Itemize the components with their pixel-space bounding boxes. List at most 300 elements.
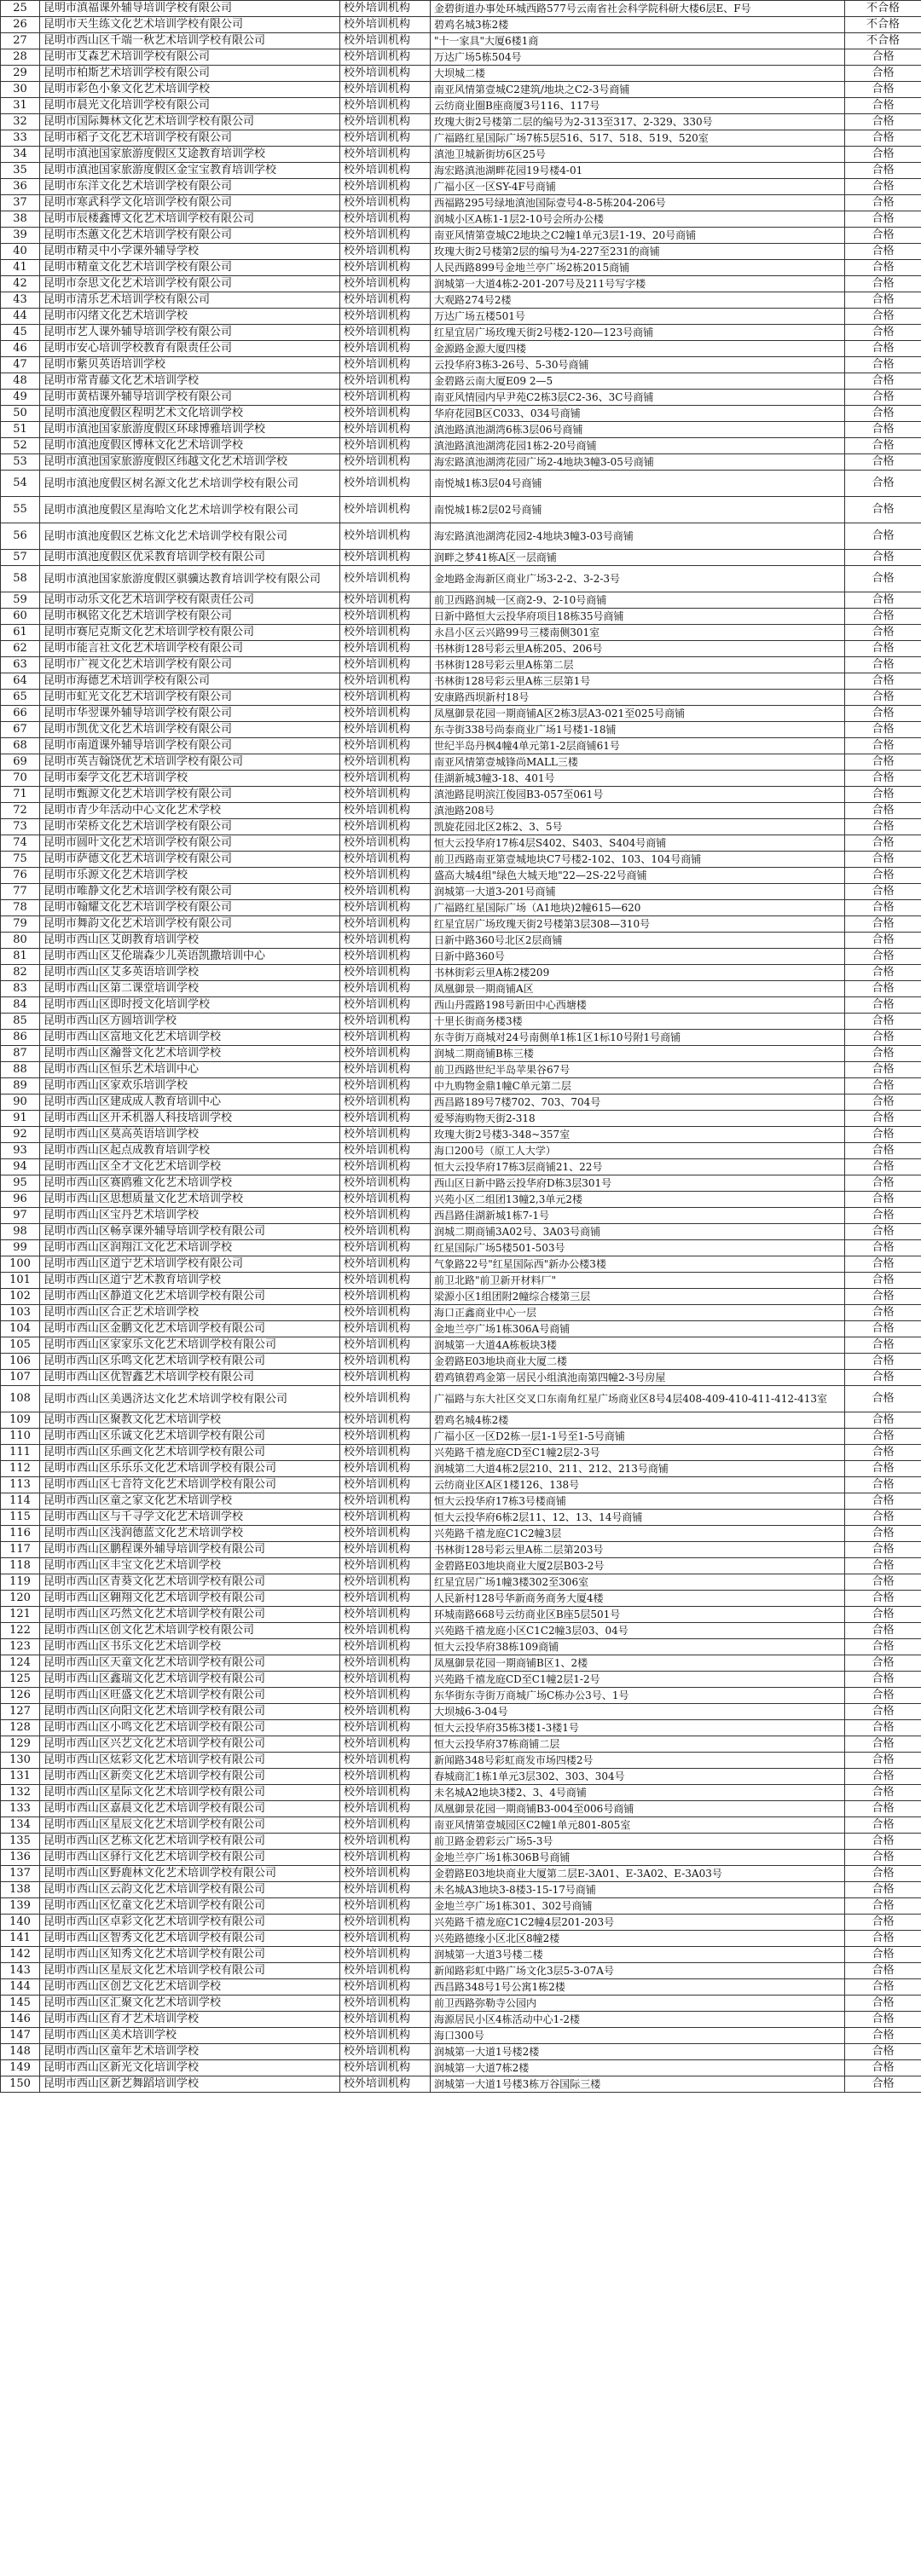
institution-address: 海口200号（原工人大学）: [431, 1143, 845, 1159]
institution-name: 昆明市西山区思想质量文化艺术培训学校: [40, 1192, 340, 1208]
table-row: [1, 1850, 921, 1866]
inspection-result: 合格: [845, 1655, 921, 1672]
row-number: 87: [1, 1046, 40, 1062]
institution-name: 昆明市西山区丰宝文化艺术培训学校: [40, 1558, 340, 1574]
row-number: 91: [1, 1111, 40, 1127]
institution-address: 金碧路云南大厦E09 2—5: [431, 373, 845, 390]
table-row: [1, 82, 921, 98]
row-number: 71: [1, 787, 40, 803]
institution-name: 昆明市荣桥文化艺术培训学校有限公司: [40, 819, 340, 835]
inspection-result: 合格: [845, 706, 921, 722]
institution-address: 海宏路滇池湖湾花园2-4地块3幢3-03号商铺: [431, 523, 845, 550]
table-row: [1, 49, 921, 66]
institution-name: 昆明市柏斯艺术培训学校有限公司: [40, 66, 340, 82]
institution-type: 校外培训机构: [340, 471, 431, 497]
institution-name: 昆明市西山区汇聚文化艺术培训学校: [40, 1996, 340, 2012]
institution-type: 校外培训机构: [340, 33, 431, 49]
table-row: [1, 641, 921, 657]
table-row: [1, 1412, 921, 1429]
institution-name: 昆明市唯静文化艺术培训学校有限公司: [40, 884, 340, 900]
inspection-result: 合格: [845, 1753, 921, 1769]
institution-address: 广福小区一区SY-4F号商铺: [431, 179, 845, 195]
table-row: [1, 325, 921, 341]
institution-type: 校外培训机构: [340, 1078, 431, 1095]
inspection-result: 合格: [845, 1574, 921, 1591]
institution-name: 昆明市西山区新奕文化艺术培训学校有限公司: [40, 1769, 340, 1785]
institution-type: 校外培训机构: [340, 868, 431, 884]
inspection-result: 合格: [845, 1429, 921, 1445]
institution-address: 十里长街商务楼3楼: [431, 1014, 845, 1030]
institution-type: 校外培训机构: [340, 852, 431, 868]
institution-type: 校外培训机构: [340, 673, 431, 690]
row-number: 39: [1, 228, 40, 244]
institution-type: 校外培训机构: [340, 292, 431, 309]
institution-name: 昆明市艺人课外辅导培训学校有限公司: [40, 325, 340, 341]
table-row: [1, 1623, 921, 1639]
inspection-result: 合格: [845, 1526, 921, 1542]
institution-name: 昆明市西山区乐诚文化艺术培训学校有限公司: [40, 1429, 340, 1445]
row-number: 88: [1, 1062, 40, 1078]
institution-type: 校外培训机构: [340, 1014, 431, 1030]
institution-name: 昆明市西山区书乐文化艺术培训学校: [40, 1639, 340, 1655]
table-row: [1, 1386, 921, 1412]
institution-type: 校外培训机构: [340, 641, 431, 657]
institution-type: 校外培训机构: [340, 916, 431, 933]
institution-name: 昆明市滇池度假区树名源文化艺术培训学校有限公司: [40, 471, 340, 497]
institution-name: 昆明市西山区全才文化艺术培训学校: [40, 1159, 340, 1175]
row-number: 150: [1, 2076, 40, 2093]
table-row: [1, 884, 921, 900]
institution-address: 南悦城1栋2层02号商铺: [431, 497, 845, 523]
row-number: 148: [1, 2044, 40, 2060]
table-row: [1, 1915, 921, 1931]
row-number: 124: [1, 1655, 40, 1672]
institution-name: 昆明市东洋文化艺术培训学校有限公司: [40, 179, 340, 195]
inspection-result: 合格: [845, 1915, 921, 1931]
institution-type: 校外培训机构: [340, 1337, 431, 1354]
inspection-result: 合格: [845, 2060, 921, 2076]
institution-address: 润城第一大道1号楼2楼: [431, 2044, 845, 2060]
inspection-result: 合格: [845, 1510, 921, 1526]
row-number: 41: [1, 260, 40, 276]
institution-name: 昆明市西山区合正艺术培训学校: [40, 1305, 340, 1321]
inspection-result: 合格: [845, 1256, 921, 1273]
institution-name: 昆明市西山区乐乐乐文化艺术培训学校有限公司: [40, 1461, 340, 1477]
table-row: [1, 130, 921, 147]
institution-address: 西昌路佳湖新城1栋7-1号: [431, 1208, 845, 1224]
institution-name: 昆明市西山区静道文化艺术培训学校有限公司: [40, 1289, 340, 1305]
institution-address: 西山区日新中路云投华府D栋3层301号: [431, 1175, 845, 1192]
inspection-result: 合格: [845, 1078, 921, 1095]
institution-name: 昆明市西山区兴艺文化艺术培训学校有限公司: [40, 1736, 340, 1753]
inspection-result: 合格: [845, 673, 921, 690]
inspection-result: 合格: [845, 471, 921, 497]
row-number: 84: [1, 997, 40, 1014]
inspection-result: 合格: [845, 1785, 921, 1801]
inspection-result: 合格: [845, 1963, 921, 1979]
institution-type: 校外培训机构: [340, 722, 431, 738]
institution-name: 昆明市滇池国家旅游度假区环球博雅培训学校: [40, 422, 340, 438]
institution-name: 昆明市西山区新艺舞蹈培训学校: [40, 2076, 340, 2093]
table-row: [1, 609, 921, 625]
institution-type: 校外培训机构: [340, 357, 431, 373]
institution-type: 校外培训机构: [340, 706, 431, 722]
institution-type: 校外培训机构: [340, 98, 431, 114]
inspection-result: 合格: [845, 1542, 921, 1558]
inspection-result: 合格: [845, 868, 921, 884]
institution-address: 书林街128号彩云里A栋三层第1号: [431, 673, 845, 690]
row-number: 28: [1, 49, 40, 66]
institution-name: 昆明市西山区卓彩文化艺术培训学校有限公司: [40, 1915, 340, 1931]
row-number: 44: [1, 309, 40, 325]
institution-type: 校外培训机构: [340, 211, 431, 228]
row-number: 73: [1, 819, 40, 835]
table-row: [1, 819, 921, 835]
table-row: [1, 592, 921, 609]
institution-address: 金碧街道办事处环城西路577号云南省社会科学院科研大楼6层E、F号: [431, 1, 845, 17]
inspection-result: 合格: [845, 1412, 921, 1429]
table-row: [1, 2076, 921, 2093]
row-number: 108: [1, 1386, 40, 1412]
institution-name: 昆明市舞韵文化艺术培训学校有限公司: [40, 916, 340, 933]
inspection-result: 合格: [845, 787, 921, 803]
institution-address: 日新中路恒大云投华府项目18栋35号商铺: [431, 609, 845, 625]
inspection-result: 合格: [845, 1947, 921, 1963]
inspection-result: 合格: [845, 550, 921, 566]
row-number: 79: [1, 916, 40, 933]
table-row: [1, 657, 921, 673]
table-row: [1, 981, 921, 997]
institution-name: 昆明市紫贝英语培训学校: [40, 357, 340, 373]
table-row: [1, 1273, 921, 1289]
table-row: [1, 1062, 921, 1078]
institution-address: 金地兰亭广场1栋306A号商铺: [431, 1321, 845, 1337]
institution-name: 昆明市西山区知秀文化艺术培训学校有限公司: [40, 1947, 340, 1963]
row-number: 97: [1, 1208, 40, 1224]
inspection-result: 合格: [845, 1370, 921, 1386]
institution-type: 校外培训机构: [340, 17, 431, 33]
inspection-result: 合格: [845, 1111, 921, 1127]
institution-name: 昆明市西山区童年艺术培训学校: [40, 2044, 340, 2060]
table-body: [1, 1, 921, 2093]
row-number: 64: [1, 673, 40, 690]
row-number: 65: [1, 690, 40, 706]
table-row: [1, 1461, 921, 1477]
institution-name: 昆明市西山区鹏程课外辅导培训学校有限公司: [40, 1542, 340, 1558]
table-row: [1, 1655, 921, 1672]
table-row: [1, 1947, 921, 1963]
institution-name: 昆明市南道课外辅导培训学校有限公司: [40, 738, 340, 754]
institution-name: 昆明市滇池度假区程明艺术文化培训学校: [40, 406, 340, 422]
institution-name: 昆明市西山区即时授文化培训学校: [40, 997, 340, 1014]
institution-name: 昆明市广视文化艺术培训学校有限公司: [40, 657, 340, 673]
institution-type: 校外培训机构: [340, 771, 431, 787]
institution-type: 校外培训机构: [340, 1192, 431, 1208]
row-number: 125: [1, 1672, 40, 1688]
row-number: 129: [1, 1736, 40, 1753]
institution-type: 校外培训机构: [340, 1704, 431, 1720]
row-number: 114: [1, 1493, 40, 1510]
inspection-result: 合格: [845, 1623, 921, 1639]
institution-address: 万达广场5栋504号: [431, 49, 845, 66]
institution-type: 校外培训机构: [340, 949, 431, 965]
table-row: [1, 1736, 921, 1753]
inspection-result: 合格: [845, 1898, 921, 1915]
institution-type: 校外培训机构: [340, 1412, 431, 1429]
table-row: [1, 292, 921, 309]
institution-type: 校外培训机构: [340, 1256, 431, 1273]
row-number: 139: [1, 1898, 40, 1915]
inspection-result: 合格: [845, 1046, 921, 1062]
inspection-result: 合格: [845, 1850, 921, 1866]
institution-address: 云纺商业区A区1楼126、138号: [431, 1477, 845, 1493]
institution-name: 昆明市杰蕙文化艺术培训学校有限公司: [40, 228, 340, 244]
row-number: 74: [1, 835, 40, 852]
inspection-result: 合格: [845, 1866, 921, 1882]
row-number: 136: [1, 1850, 40, 1866]
table-row: [1, 1159, 921, 1175]
institution-name: 昆明市虹光文化艺术培训学校有限公司: [40, 690, 340, 706]
institution-type: 校外培训机构: [340, 341, 431, 357]
inspection-result: 合格: [845, 276, 921, 292]
institution-type: 校外培训机构: [340, 803, 431, 819]
row-number: 34: [1, 147, 40, 163]
institution-address: 未名城A3地块3-8楼3-15-17号商铺: [431, 1882, 845, 1898]
institution-name: 昆明市西山区优智鑫艺术培训学校有限公司: [40, 1370, 340, 1386]
inspection-result: 合格: [845, 1639, 921, 1655]
inspection-result: 合格: [845, 1305, 921, 1321]
row-number: 98: [1, 1224, 40, 1240]
table-row: [1, 673, 921, 690]
row-number: 103: [1, 1305, 40, 1321]
institution-type: 校外培训机构: [340, 738, 431, 754]
row-number: 33: [1, 130, 40, 147]
institution-address: 南亚风情第壹城园区C2幢1单元801-805室: [431, 1817, 845, 1834]
institution-name: 昆明市西山区富地文化艺术培训学校: [40, 1030, 340, 1046]
institution-type: 校外培训机构: [340, 2012, 431, 2028]
row-number: 83: [1, 981, 40, 997]
institution-name: 昆明市西山区宝丹艺术培训学校: [40, 1208, 340, 1224]
inspection-result: 合格: [845, 900, 921, 916]
table-row: [1, 754, 921, 771]
inspection-result: 合格: [845, 1289, 921, 1305]
institution-name: 昆明市西山区野鹿林文化艺术培训学校有限公司: [40, 1866, 340, 1882]
row-number: 42: [1, 276, 40, 292]
institution-type: 校外培训机构: [340, 1834, 431, 1850]
institution-address: 盛高大城4组"绿色大城天地"22—2S-22号商铺: [431, 868, 845, 884]
inspection-result: 合格: [845, 1337, 921, 1354]
inspection-result: 合格: [845, 454, 921, 471]
institution-type: 校外培训机构: [340, 49, 431, 66]
institution-address: 未名城A2地块3楼2、3、4号商铺: [431, 1785, 845, 1801]
institution-address: 玫瑰大街2号楼第2层的编号为4-227至231的商铺: [431, 244, 845, 260]
inspection-result: 合格: [845, 49, 921, 66]
institution-address: 佳湖新城3幢3-18、401号: [431, 771, 845, 787]
institution-type: 校外培训机构: [340, 690, 431, 706]
institution-name: 昆明市彩色小象文化艺术培训学校: [40, 82, 340, 98]
institution-type: 校外培训机构: [340, 1111, 431, 1127]
inspection-result: 合格: [845, 771, 921, 787]
institution-address: 书林街彩云里A栋2楼209: [431, 965, 845, 981]
institution-address: 人民西路899号金地兰亭广场2栋2015商铺: [431, 260, 845, 276]
institution-address: 兴苑路千禧龙庭CD至C1幢2层1-2号: [431, 1672, 845, 1688]
inspection-result: 合格: [845, 1931, 921, 1947]
table-row: [1, 1639, 921, 1655]
table-row: [1, 1337, 921, 1354]
institution-name: 昆明市西山区聚教文化艺术培训学校: [40, 1412, 340, 1429]
table-row: [1, 625, 921, 641]
institution-address: 南亚风情园内早尹苑C2栋3层C2-36、3C号商铺: [431, 390, 845, 406]
institution-address: 万达广场五楼501号: [431, 309, 845, 325]
row-number: 117: [1, 1542, 40, 1558]
institution-name: 昆明市晨光文化培训学校有限公司: [40, 98, 340, 114]
table-row: [1, 523, 921, 550]
table-row: [1, 1429, 921, 1445]
inspection-result: 合格: [845, 1704, 921, 1720]
institution-address: 日新中路360号: [431, 949, 845, 965]
row-number: 145: [1, 1996, 40, 2012]
inspection-result: 合格: [845, 1354, 921, 1370]
table-row: [1, 1801, 921, 1817]
inspection-result: 合格: [845, 1461, 921, 1477]
table-row: [1, 949, 921, 965]
institution-name: 昆明市西山区家家乐文化艺术培训学校有限公司: [40, 1337, 340, 1354]
inspection-result: 合格: [845, 1882, 921, 1898]
table-row: [1, 706, 921, 722]
institution-name: 昆明市西山区巧然文化艺术培训学校有限公司: [40, 1607, 340, 1623]
table-row: [1, 868, 921, 884]
institution-type: 校外培训机构: [340, 454, 431, 471]
table-row: [1, 1672, 921, 1688]
row-number: 120: [1, 1591, 40, 1607]
row-number: 89: [1, 1078, 40, 1095]
institution-name: 昆明市滇池国家旅游度假区艾途教育培训学校: [40, 147, 340, 163]
table-row: [1, 1477, 921, 1493]
institution-name: 昆明市西山区润翔江文化艺术培训学校: [40, 1240, 340, 1256]
institution-name: 昆明市寒武科学文化培训学校有限公司: [40, 195, 340, 211]
table-row: [1, 1095, 921, 1111]
inspection-result: 合格: [845, 566, 921, 592]
institution-address: 润城第一大道3-201号商铺: [431, 884, 845, 900]
row-number: 38: [1, 211, 40, 228]
table-row: [1, 1720, 921, 1736]
inspection-result: 合格: [845, 1192, 921, 1208]
institution-name: 昆明市西山区向阳文化艺术培训学校有限公司: [40, 1704, 340, 1720]
institution-name: 昆明市乐源文化艺术培训学校: [40, 868, 340, 884]
institution-name: 昆明市艾森艺术培训学校有限公司: [40, 49, 340, 66]
table-row: [1, 66, 921, 82]
table-row: [1, 1289, 921, 1305]
table-row: [1, 1574, 921, 1591]
institution-name: 昆明市西山区建成成人教育培训中心: [40, 1095, 340, 1111]
institution-type: 校外培训机构: [340, 1273, 431, 1289]
table-row: [1, 738, 921, 754]
row-number: 104: [1, 1321, 40, 1337]
table-row: [1, 309, 921, 325]
table-row: [1, 803, 921, 819]
institution-type: 校外培训机构: [340, 965, 431, 981]
institution-name: 昆明市西山区星辰文化艺术培训学校有限公司: [40, 1817, 340, 1834]
inspection-result: 合格: [845, 1801, 921, 1817]
institution-name: 昆明市西山区星辰文化艺术培训学校有限公司: [40, 1963, 340, 1979]
table-row: [1, 2028, 921, 2044]
institution-type: 校外培训机构: [340, 900, 431, 916]
institution-name: 昆明市圆叶文化艺术培训学校有限公司: [40, 835, 340, 852]
institution-name: 昆明市秦学文化艺术培训学校: [40, 771, 340, 787]
institution-type: 校外培训机构: [340, 1688, 431, 1704]
institution-type: 校外培训机构: [340, 1143, 431, 1159]
institution-type: 校外培训机构: [340, 130, 431, 147]
row-number: 26: [1, 17, 40, 33]
row-number: 29: [1, 66, 40, 82]
inspection-result: 合格: [845, 1159, 921, 1175]
table-row: [1, 390, 921, 406]
inspection-result: 合格: [845, 1445, 921, 1461]
institution-type: 校外培训机构: [340, 163, 431, 179]
institution-name: 昆明市西山区道宁艺术教育培训学校: [40, 1273, 340, 1289]
institution-address: 前卫西路世纪半岛苹果谷67号: [431, 1062, 845, 1078]
inspection-result: 合格: [845, 341, 921, 357]
institution-address: 金碧路E03地块商业大厦二楼: [431, 1354, 845, 1370]
row-number: 107: [1, 1370, 40, 1386]
inspection-result: 合格: [845, 1127, 921, 1143]
inspection-result: 合格: [845, 981, 921, 997]
institution-name: 昆明市甄源文化艺术培训学校有限公司: [40, 787, 340, 803]
table-row: [1, 2012, 921, 2028]
institution-address: 金地兰亭广场1栋306B号商铺: [431, 1850, 845, 1866]
row-number: 105: [1, 1337, 40, 1354]
inspection-result: 不合格: [845, 33, 921, 49]
institution-address: 润城第一大道1号楼3栋万谷国际三楼: [431, 2076, 845, 2093]
inspection-result: 合格: [845, 228, 921, 244]
institution-address: 南悦城1栋3层04号商铺: [431, 471, 845, 497]
institution-address: 凯旋花园北区2栋2、3、5号: [431, 819, 845, 835]
institution-type: 校外培训机构: [340, 1526, 431, 1542]
institution-name: 昆明市翰耀文化艺术培训学校有限公司: [40, 900, 340, 916]
institution-type: 校外培训机构: [340, 1931, 431, 1947]
institution-address: 兴苑路德缘小区北区8幢2楼: [431, 1931, 845, 1947]
row-number: 31: [1, 98, 40, 114]
table-row: [1, 1591, 921, 1607]
institution-type: 校外培训机构: [340, 179, 431, 195]
institution-name: 昆明市凯优文化艺术培训学校有限公司: [40, 722, 340, 738]
institution-name: 昆明市西山区道宁艺术培训学校有限公司: [40, 1256, 340, 1273]
row-number: 142: [1, 1947, 40, 1963]
table-row: [1, 835, 921, 852]
institution-address: 西福路295号绿地滇池国际壹号4-8-5栋204-206号: [431, 195, 845, 211]
institution-name: 昆明市滇池度假区优采教育培训学校有限公司: [40, 550, 340, 566]
institution-name: 昆明市常青藤文化艺术培训学校: [40, 373, 340, 390]
table-row: [1, 357, 921, 373]
table-row: [1, 787, 921, 803]
inspection-result: 合格: [845, 523, 921, 550]
institution-name: 昆明市奈思文化艺术培训学校有限公司: [40, 276, 340, 292]
institution-name: 昆明市萨德文化艺术培训学校有限公司: [40, 852, 340, 868]
institution-address: 广福路红星国际广场（A1地块)2幢615—620: [431, 900, 845, 916]
row-number: 48: [1, 373, 40, 390]
row-number: 56: [1, 523, 40, 550]
institution-type: 校外培训机构: [340, 1354, 431, 1370]
row-number: 35: [1, 163, 40, 179]
row-number: 50: [1, 406, 40, 422]
institution-type: 校外培训机构: [340, 1655, 431, 1672]
institution-name: 昆明市西山区艺栋文化艺术培训学校有限公司: [40, 1834, 340, 1850]
institution-name: 昆明市西山区乐鸣文化艺术培训学校有限公司: [40, 1354, 340, 1370]
inspection-result: 合格: [845, 609, 921, 625]
institution-type: 校外培训机构: [340, 1915, 431, 1931]
inspection-result: 合格: [845, 497, 921, 523]
row-number: 146: [1, 2012, 40, 2028]
